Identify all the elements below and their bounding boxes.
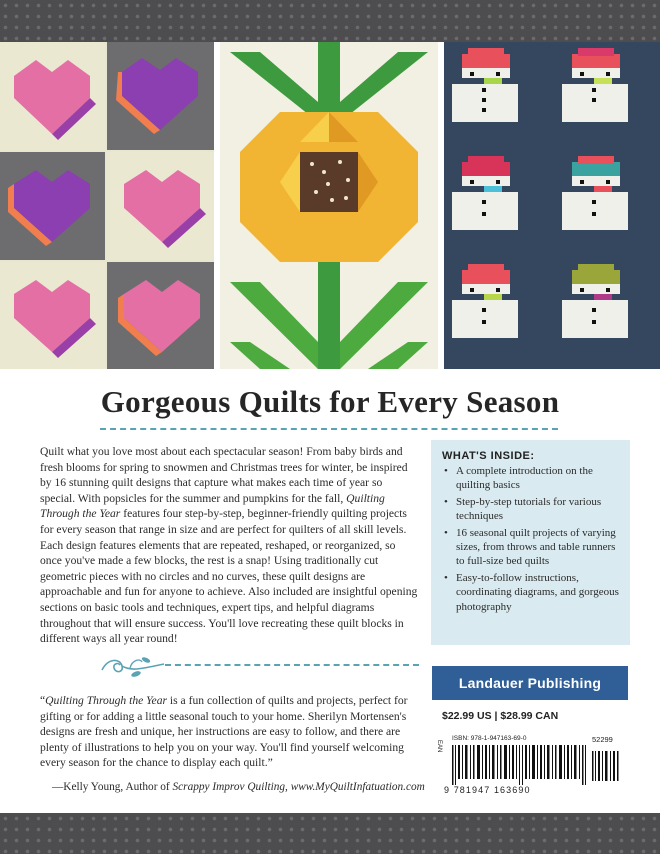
attribution-prefix: —Kelly Young, Author of xyxy=(52,781,173,793)
quote-attribution xyxy=(52,780,432,795)
quilt-photo-row xyxy=(0,42,660,369)
addon-code: 52299 xyxy=(592,735,613,744)
attribution-source: Scrappy Improv Quilting, www.MyQuiltInfatuation.com xyxy=(172,781,425,793)
barcode-icon xyxy=(452,745,620,785)
whats-inside-box xyxy=(431,440,630,645)
list-item: • Step-by-step tutorials for various techniques xyxy=(442,495,620,524)
barcode-digits: 9 781947 163690 xyxy=(444,785,531,795)
price-label: $22.99 US | $28.99 CAN xyxy=(442,710,559,722)
heart-quilt-photo xyxy=(0,42,214,369)
quote-text: is a fun collection of quilts and projects, perfect for gifting or for adding a little seasonal touch to your home. Sherilyn Mortensen's designs are fresh and unique, her instructions are easy to follow, and there are plenty of illustrations to help you on your way. You'll find yourself welcoming every season for the chance to display each quilt.” xyxy=(40,694,408,770)
flourish-ornament xyxy=(98,650,166,680)
quote-open-mark: “ xyxy=(40,694,46,707)
description-text-a: Quilt what you love most about each spectacular season! From baby birds and fresh blooms for spring to snowmen and Christmas trees for winter, be inspired by 16 stunning quilt designs that capture what makes each time of year so special. With popsicles for the summer and pumpkins for the fall, xyxy=(40,445,408,505)
bottom-dot-band xyxy=(0,813,660,854)
quote-book-title: Quilting Through the Year xyxy=(45,694,168,707)
whats-inside-list xyxy=(442,464,620,614)
sunflower-quilt-photo xyxy=(220,42,438,369)
list-item: • A complete introduction on the quilting basics xyxy=(442,464,620,493)
review-quote xyxy=(40,693,420,771)
dashed-divider-bottom xyxy=(165,664,419,666)
book-title-inline: Quilting Through the Year xyxy=(40,491,385,521)
snowman-quilt-photo xyxy=(444,42,660,369)
list-item: • Easy-to-follow instructions, coordinating diagrams, and gorgeous photography xyxy=(442,571,620,614)
description-paragraph xyxy=(40,444,418,647)
publisher-name: Landauer Publishing xyxy=(458,675,602,691)
list-item: • 16 seasonal quilt projects of varying sizes, from throws and table runners to full-size bed quilts xyxy=(442,526,620,569)
isbn-text: ISBN: 978-1-947163-69-0 xyxy=(452,735,527,742)
ean-label: EAN xyxy=(436,740,442,753)
whats-inside-title: WHAT'S INSIDE: xyxy=(442,450,535,462)
dashed-divider-top xyxy=(100,428,558,430)
description-text-b: features four step-by-step, beginner-friendly quilting projects for every season that range in size and are perfect for quilters of all skill levels. Each design features elements that are repeated, reshaped, or reorganized, so once you've made a few blocks, the rest is a snap! Using traditionally cut geometric pieces with no circles and no curves, these quilt designs are approachable and fun for anyone to achieve. Also included are insightful opening sections on basic tools and techniques, expert tips, and helpful diagrams throughout that will ensure success. You'll love recreating these quilt blocks in different ways all year round! xyxy=(40,507,418,646)
publisher-logo xyxy=(432,666,628,700)
top-dot-band xyxy=(0,0,660,42)
headline: Gorgeous Quilts for Every Season xyxy=(100,384,560,419)
